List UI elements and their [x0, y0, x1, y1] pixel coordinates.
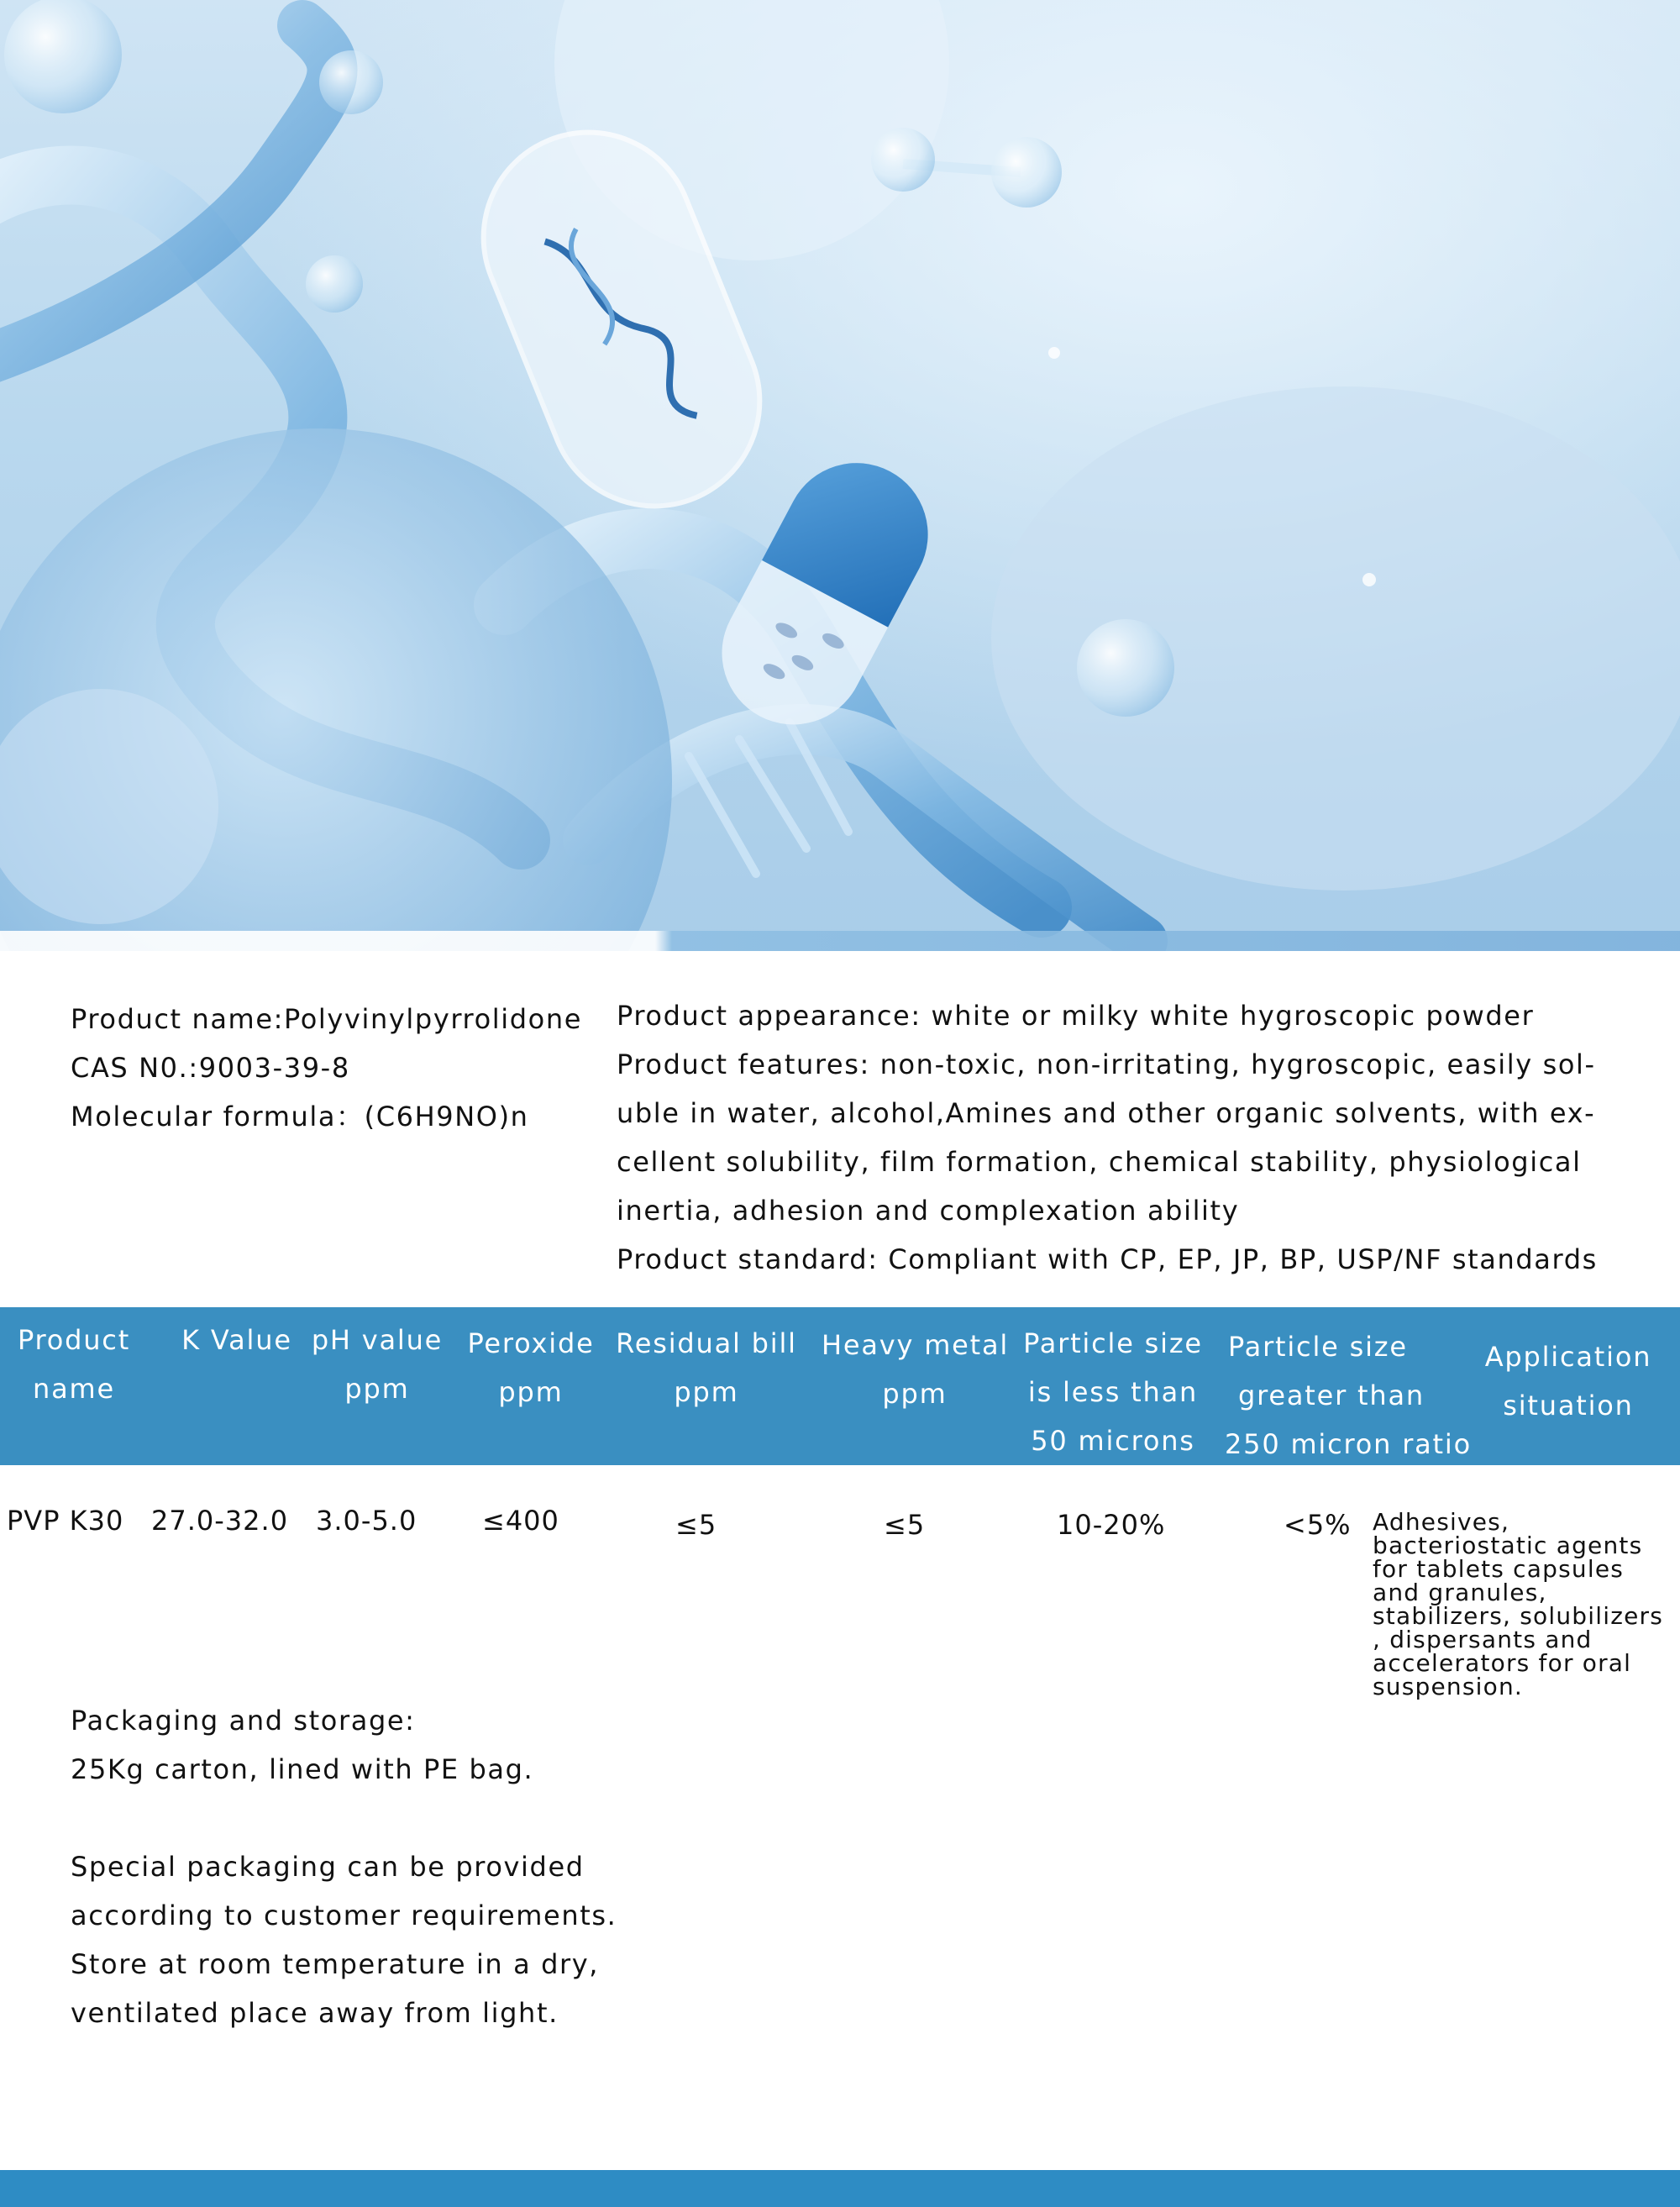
spacer: [71, 1794, 617, 1842]
product-name: Product name:Polyvinylpyrrolidone: [71, 1003, 583, 1035]
bubble-icon: [4, 0, 122, 113]
bubble-icon: [1077, 619, 1174, 717]
header-application: Application situation: [1484, 1341, 1652, 1421]
cas-number: CAS N0.:9003-39-8: [71, 1052, 350, 1084]
product-basic-info: [71, 995, 582, 1141]
product-description: [617, 991, 1667, 1284]
header-particle-greater-250: Particle size greater than 250 micron ratio: [1225, 1331, 1472, 1460]
product-appearance: Product appearance: white or milky white hygroscopic powder: [617, 1000, 1535, 1032]
header-ph-value: pH value ppm: [311, 1324, 444, 1405]
cell-product-name: PVP K30: [7, 1505, 124, 1537]
packaging-line: Special packaging can be provided: [71, 1851, 585, 1883]
packaging-line: according to customer requirements.: [71, 1900, 617, 1931]
header-k-value: K Value: [181, 1324, 292, 1356]
footer-bar: [0, 2170, 1680, 2207]
packaging-and-storage: [71, 1696, 617, 2037]
cell-peroxide: ≤400: [482, 1505, 559, 1537]
header-particle-less-50: Particle size is less than 50 microns: [1023, 1327, 1203, 1457]
hero-illustration: [0, 0, 1680, 951]
cell-residual: ≤5: [675, 1509, 717, 1541]
header-heavy-metal: Heavy metal ppm: [822, 1329, 1010, 1410]
cell-k-value: 27.0-32.0: [151, 1505, 289, 1537]
bubble-icon: [306, 255, 363, 313]
storage-line: ventilated place away from light.: [71, 1997, 559, 2029]
cell-ph-value: 3.0-5.0: [316, 1505, 417, 1537]
spec-table-header: [0, 1307, 1680, 1465]
header-product-name: Product name: [17, 1324, 131, 1405]
product-features-line: inertia, adhesion and complexation ability: [617, 1195, 1240, 1227]
header-peroxide: Peroxide ppm: [467, 1327, 595, 1408]
header-residual: Residual bill ppm: [616, 1327, 797, 1408]
cell-particle-greater-250: <5%: [1284, 1509, 1352, 1541]
molecule-icon: [871, 128, 1062, 208]
cell-application: Adhesives, bacteriostatic agents for tablets capsules and granules, stabilizers, solubilizers , dispersants and accelerators for oral suspension.: [1373, 1508, 1664, 1700]
cell-heavy-metal: ≤5: [884, 1509, 926, 1541]
cell-particle-less-50: 10-20%: [1057, 1509, 1166, 1541]
hero-banner: [0, 0, 1680, 951]
product-standard: Product standard: Compliant with CP, EP, JP, BP, USP/NF standards: [617, 1243, 1598, 1275]
bubble-icon: [319, 50, 383, 114]
packaging-line: 25Kg carton, lined with PE bag.: [71, 1753, 534, 1785]
product-features-line: uble in water, alcohol,Amines and other organic solvents, with ex-: [617, 1097, 1596, 1129]
packaging-title: Packaging and storage:: [71, 1705, 416, 1737]
storage-line: Store at room temperature in a dry,: [71, 1948, 600, 1980]
molecular-formula: Molecular formula：(C6H9NO)n: [71, 1101, 529, 1132]
product-features-line: Product features: non-toxic, non-irritating, hygroscopic, easily sol-: [617, 1048, 1596, 1080]
product-features-line: cellent solubility, film formation, chemical stability, physiological: [617, 1146, 1582, 1178]
hero-divider: [0, 931, 1680, 951]
